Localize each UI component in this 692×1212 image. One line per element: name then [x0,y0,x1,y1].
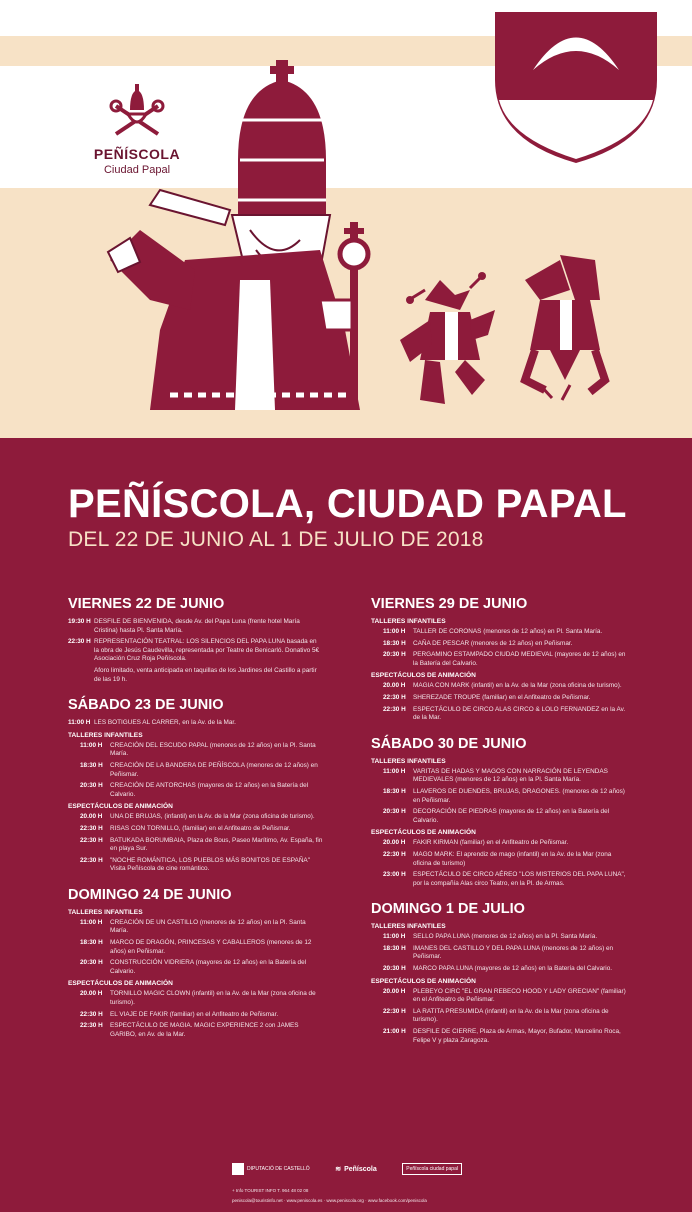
event-description: VARITAS DE HADAS Y MAGOS CON NARRACIÓN DE LEYENDAS MEDIEVALES (menores de 12 años) en la Pl. Santa María. [413,767,608,784]
event-time: 22:30 H [80,836,103,844]
event-time: 20.00 H [383,987,406,995]
event-time: 20.00 H [80,990,103,998]
section-heading: TALLERES INFANTILES [371,757,446,765]
wave-icon: ≋ [335,1166,342,1173]
event-item [68,825,323,834]
event-time: 20:30 H [80,782,103,790]
event-item [371,628,626,637]
event-time: 11:00 H [68,719,91,727]
event-item [68,762,323,779]
event-description: CREACIÓN DE LA BANDERA DE PEÑÍSCOLA (menores de 12 años) en Peñismar. [110,761,318,778]
event-item [371,808,626,825]
event-item [68,1011,323,1020]
event-description: CREACIÓN DE ANTORCHAS (mayores de 12 años) en la Batería del Calvario. [110,782,309,798]
section-heading: ESPECTÁCULOS DE ANIMACIÓN [371,977,476,985]
event-time: 20:30 H [383,808,406,816]
event-description: SELLO PAPA LUNA (menores de 12 años) en la Pl. Santa María. [413,933,598,941]
event-item [68,638,323,664]
event-description: CREACIÓN DE UN CASTILLO (menores de 12 años) en la Pl. Santa María. [110,918,306,935]
section-heading: ESPECTÁCULOS DE ANIMACIÓN [68,980,173,988]
page-title: PEÑÍSCOLA, CIUDAD PAPAL [68,482,627,526]
event-description: RISAS CON TORNILLO, (familiar) en el Anfiteatro de Peñismar. [110,824,291,832]
event-description: BATUKADA BORUMBAIA, Plaza de Bous, Paseo Marítimo, Av. España, fin en playa Sur. [110,836,323,853]
event-item [371,682,626,691]
event-time: 11:00 H [383,933,406,941]
event-time: 11:00 H [80,918,103,926]
section-heading: TALLERES INFANTILES [371,618,446,625]
section-heading: TALLERES INFANTILES [371,923,446,931]
city-logo [92,84,182,176]
event-time: 22:30 H [383,693,406,701]
day-heading: VIERNES 22 DE JUNIO [68,596,225,612]
event-item [68,719,323,728]
event-time: 20:30 H [80,959,103,967]
event-description: TORNILLO MAGIC CLOWN (infantil) en la Av. de la Mar (zona oficina de turismo). [110,990,316,1007]
day-block [371,736,626,889]
event-time: 22:30 H [383,705,406,713]
event-time: 20:30 H [383,651,406,659]
event-description: LA RATITA PRESUMIDA (infantil) en la Av. de la Mar (zona oficina de turismo). [413,1007,609,1024]
event-item [371,945,626,962]
section-heading: ESPECTÁCULOS DE ANIMACIÓN [371,672,476,680]
event-time: 18:30 H [80,761,103,769]
event-item [371,768,626,785]
sponsor-ciudad-papal: Peñíscola ciudad papal [402,1163,462,1175]
event-description: ESPECTÁCULO DE CIRCO ALAS CIRCO & LOLO FERNANDEZ en la Av. de la Mar. [413,705,626,722]
event-description: PERGAMINO ESTAMPADO CIUDAD MEDIEVAL (mayores de 12 años) en la Batería del Calvario. [413,651,626,667]
event-time: 19:30 H [68,618,91,625]
day-heading: DOMINGO 24 DE JUNIO [68,886,232,903]
section-heading: ESPECTÁCULOS DE ANIMACIÓN [68,803,173,811]
event-description: DESFILE DE BIENVENIDA, desde Av. del Papa Luna (frente hotel María Cristina) hasta Pl. Santa María. [94,618,300,634]
event-time: 20.00 H [383,682,406,690]
event-description: PLEBEYO CIRC "EL GRAN REBECO HOOD Y LADY GRECIAN" (familiar) en el Anfiteatro de Peñismar. [413,987,626,1004]
contact-info-line-2: peniscola@touristinfo.net · www.peniscola.es · www.peniscola.org · www.facebook.com/peniscola [232,1198,427,1203]
event-item [371,706,626,723]
left-column [68,596,323,1052]
event-time: 22:30 H [68,638,91,646]
event-description: MARCO DE DRAGÓN, PRINCESAS Y CABALLEROS (menores de 12 años) en Peñismar. [110,939,312,955]
logo-name: PEÑÍSCOLA [93,146,181,162]
event-description: SHEREZADE TROUPE (familiar) en el Anfiteatro de Peñismar. [413,693,591,701]
logo-subtitle: Ciudad Papal [103,164,171,176]
event-time: 11:00 H [383,767,406,775]
event-description: CONSTRUCCIÓN VIDRIERA (mayores de 12 años) en la Batería del Calvario. [110,959,307,975]
event-item [371,988,626,1005]
event-description: MARCO PAPA LUNA (mayores de 12 años) en la Batería del Calvario. [413,965,613,973]
event-time: 22:30 H [383,1007,406,1015]
event-item [68,857,323,874]
event-description: ESPECTÁCULO DE CIRCO AÉREO "LOS MISTERIOS DEL PAPA LUNA", por la compañía Alas circo Teatro, en la Pl. de Armas. [413,871,626,887]
event-time: 18:30 H [383,944,406,952]
event-note: Aforo limitado, venta anticipada en taquillas de los Jardines del Castillo a partir de las 19 h. [94,666,317,683]
day-block [371,596,626,723]
event-time: 18:30 H [80,939,103,947]
event-item [371,640,626,649]
event-description: FAKIR KIRMAN (familiar) en el Anfiteatro de Peñismar. [413,839,569,847]
event-item [371,788,626,805]
event-time: 22:30 H [383,850,406,858]
event-item [371,965,626,974]
event-description: MAGO MARK: El aprendiz de mago (infantil) en la Av. de la Mar (zona oficina de turismo) [413,850,612,867]
event-time: 22:30 H [80,1010,103,1018]
event-item [68,813,323,822]
event-item [68,990,323,1007]
event-description: ESPECTÁCULO DE MAGIA. MAGIC EXPERIENCE 2 con JAMES GARIBO, en Av. de la Mar. [110,1022,299,1038]
event-description: LLAVEROS DE DUENDES, BRUJAS, DRAGONES. (menores de 12 años) en Peñismar. [413,787,625,804]
event-item [371,933,626,942]
event-item [371,871,626,888]
day-block [68,887,323,1040]
event-item [371,1008,626,1025]
papal-keys-icon [108,84,166,140]
event-description: CREACIÓN DEL ESCUDO PAPAL (menores de 12 años) en la Pl. Santa María. [110,741,316,758]
event-item [371,1028,626,1045]
sponsor-logos [232,1154,462,1184]
section-heading: ESPECTÁCULOS DE ANIMACIÓN [371,829,476,837]
date-range: DEL 22 DE JUNIO AL 1 DE JULIO DE 2018 [68,528,484,551]
event-time: 20:30 H [383,965,406,973]
day-heading: DOMINGO 1 DE JULIO [371,901,525,918]
day-block [371,901,626,1045]
event-item [68,618,323,635]
program-panel [0,438,692,1212]
event-time: 11:00 H [80,741,103,749]
sponsor-diputacio: DIPUTACIÓ DE CASTELLÓ [232,1163,310,1175]
event-time: 22:30 H [80,824,103,832]
event-time: 18:30 H [383,639,406,647]
event-item [68,959,323,976]
day-heading: SÁBADO 30 DE JUNIO [371,735,527,752]
sponsor-peniscola: ≋ Peñíscola [335,1165,377,1173]
diputacio-emblem-icon [232,1163,244,1175]
event-description: CAÑA DE PESCAR (menores de 12 años) en Peñismar. [413,639,573,647]
illustration-header [0,0,692,438]
event-item [68,1022,323,1039]
event-item [371,851,626,868]
event-time: 18:30 H [383,787,406,795]
event-time: 20.00 H [80,813,103,821]
event-description: DECORACIÓN DE PIEDRAS (mayores de 12 años) en la Batería del Calvario. [413,808,610,824]
event-time: 22:30 H [80,1022,103,1030]
right-column [371,596,626,1058]
day-block [68,596,323,684]
contact-info-line-1: + Info TOURIST INFO T. 964 48 02 08 [232,1188,309,1193]
event-time: 20.00 H [383,839,406,847]
day-heading: SÁBADO 23 DE JUNIO [68,697,224,714]
event-item [68,939,323,956]
event-description: DESFILE DE CIERRE, Plaza de Armas, Mayor, Bufador, Marcelino Roca, Felipe V y plaza Zaragoza. [413,1028,621,1044]
event-description: EL VIAJE DE FAKIR (familiar) en el Anfiteatro de Peñismar. [110,1010,279,1018]
event-item [371,694,626,703]
event-item [371,839,626,848]
event-time: 11:00 H [383,628,406,635]
event-description: REPRESENTACIÓN TEATRAL: LOS SILENCIOS DEL PAPA LUNA basada en la obra de Jesús Caudevilla, representada por Teatre de Benicarló. Donativo 5€ Asociación Cruz Roja Peñíscola. [94,638,320,663]
shield-icon [493,10,659,165]
event-item [68,782,323,799]
event-item [68,742,323,759]
event-description: LES BOTIGUES AL CARRER, en la Av. de la Mar. [94,719,236,727]
event-time: 21:00 H [383,1028,406,1036]
section-heading: TALLERES INFANTILES [68,731,143,739]
footer [232,1154,462,1204]
day-heading: VIERNES 29 DE JUNIO [371,596,528,612]
event-time: 23:00 H [383,871,406,879]
event-description: "NOCHE ROMÁNTICA, LOS PUEBLOS MÁS BONITOS DE ESPAÑA" Visita Peñíscola de cine romántico. [110,856,310,873]
section-heading: TALLERES INFANTILES [68,908,143,916]
day-block [68,697,323,874]
event-item [68,837,323,854]
event-item [371,651,626,668]
event-description: MAGIA CON MARK (infantil) en la Av. de la Mar (zona oficina de turismo). [413,682,622,690]
event-description: UNA DE BRUJAS, (infantil) en la Av. de la Mar (zona oficina de turismo). [110,813,315,821]
event-item [68,919,323,936]
event-time: 22:30 H [80,856,103,864]
event-description: TALLER DE CORONAS (menores de 12 años) en Pl. Santa María. [413,628,603,635]
event-description: IMANES DEL CASTILLO Y DEL PAPA LUNA (menores de 12 años) en Peñismar. [413,944,614,961]
